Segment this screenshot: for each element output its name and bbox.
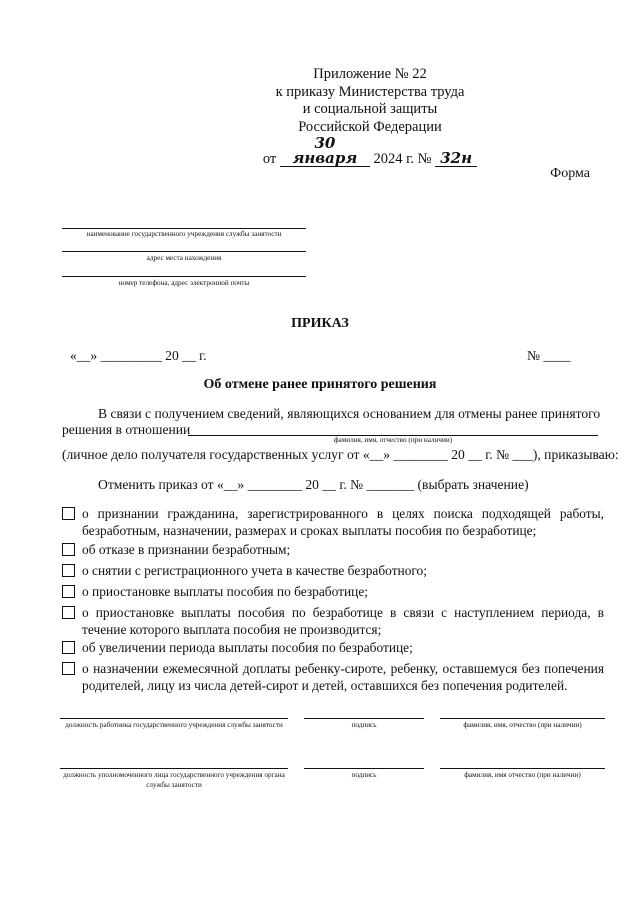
option-text-2: об отказе в признании безработным;	[82, 542, 291, 557]
option-checkbox-2[interactable]	[62, 543, 75, 556]
contacts-caption: номер телефона, адрес электронной почты	[118, 279, 250, 287]
option-text-6: об увеличении периода выплаты пособия по безработице;	[82, 640, 413, 655]
subject-title: Об отмене ранее принятого решения	[203, 377, 437, 392]
handwritten-date: 30 января	[280, 136, 370, 167]
signature-2-sign-caption: подпись	[351, 771, 377, 779]
fio-caption: фамилия, имя, отчество (при наличии)	[333, 436, 453, 444]
option-checkbox-3[interactable]	[62, 564, 75, 577]
body-line-2: решения в отношении	[62, 422, 191, 437]
appendix-date-line	[240, 136, 500, 169]
signature-1-position-caption: должность работника государственного учреждения службы занятости	[65, 721, 283, 729]
option-checkbox-7[interactable]	[62, 662, 75, 675]
option-text-4: о приостановке выплаты пособия по безработице;	[82, 584, 368, 599]
signature-1-sign-caption: подпись	[351, 721, 377, 729]
option-checkbox-6[interactable]	[62, 641, 75, 654]
option-text-1: о признании гражданина, зарегистрированного в целях поиска подходящей работы, безработным, назначении, размерах и сроках выплаты пособия по безработице;	[82, 506, 604, 538]
appendix-line-1: Приложение № 22	[313, 66, 427, 82]
signature-2-position-caption: должность уполномоченного лица государственного учреждения органа службы занятости	[63, 771, 285, 789]
signature-1-fio-caption: фамилия, имя, отчество (при наличии)	[463, 721, 582, 729]
date-prefix: от	[262, 151, 277, 167]
form-label: Форма	[550, 166, 590, 181]
signature-1-sign-line	[304, 718, 424, 719]
contacts-line	[62, 276, 306, 277]
body-line-3: (личное дело получателя государственных услуг от «__» ________ 20 __ г. № ___), приказываю:	[62, 447, 619, 462]
address-caption: адрес места нахождения	[146, 254, 222, 262]
appendix-block	[240, 66, 500, 169]
option-checkbox-4[interactable]	[62, 585, 75, 598]
address-line	[62, 251, 306, 252]
institution-name-caption: наименование государственного учреждения службы занятости	[86, 230, 282, 238]
appendix-line-4: Российской Федерации	[298, 118, 442, 135]
order-date: «__» _________ 20 __ г.	[70, 348, 207, 363]
signature-1-fio-line	[440, 718, 605, 719]
signature-1-position-line	[60, 718, 288, 719]
order-number: № ____	[527, 348, 571, 363]
option-checkbox-1[interactable]	[62, 507, 75, 520]
option-checkbox-5[interactable]	[62, 606, 75, 619]
signature-2-fio-line	[440, 768, 605, 769]
signature-2-sign-line	[304, 768, 424, 769]
appendix-line-3: и социальной защиты	[302, 101, 438, 117]
signature-2-position-line	[60, 768, 288, 769]
handwritten-number: 32н	[435, 151, 477, 167]
appendix-line-2: к приказу Министерства труда	[275, 83, 465, 100]
body-line-4: Отменить приказ от «__» ________ 20 __ г. № _______ (выбрать значение)	[98, 477, 529, 492]
option-text-7: о назначении ежемесячной доплаты ребенку-сироте, ребенку, оставшемуся без попечения родителей, лицу из числа детей-сирот и детей, оставшихся без попечения родителей.	[82, 661, 604, 693]
option-text-3: о снятии с регистрационного учета в качестве безработного;	[82, 563, 427, 578]
signature-2-fio-caption: фамилия, имя отчество (при наличии)	[464, 771, 581, 779]
document-title: ПРИКАЗ	[291, 316, 349, 331]
option-text-5: о приостановке выплаты пособия по безработице в связи с наступлением периода, в течение которого выплата пособия не производится;	[82, 605, 604, 637]
body-line-1: В связи с получением сведений, являющихся основанием для отмены ранее принятого	[98, 406, 601, 421]
institution-name-line	[62, 228, 306, 229]
date-year: 2024 г. №	[373, 151, 432, 167]
